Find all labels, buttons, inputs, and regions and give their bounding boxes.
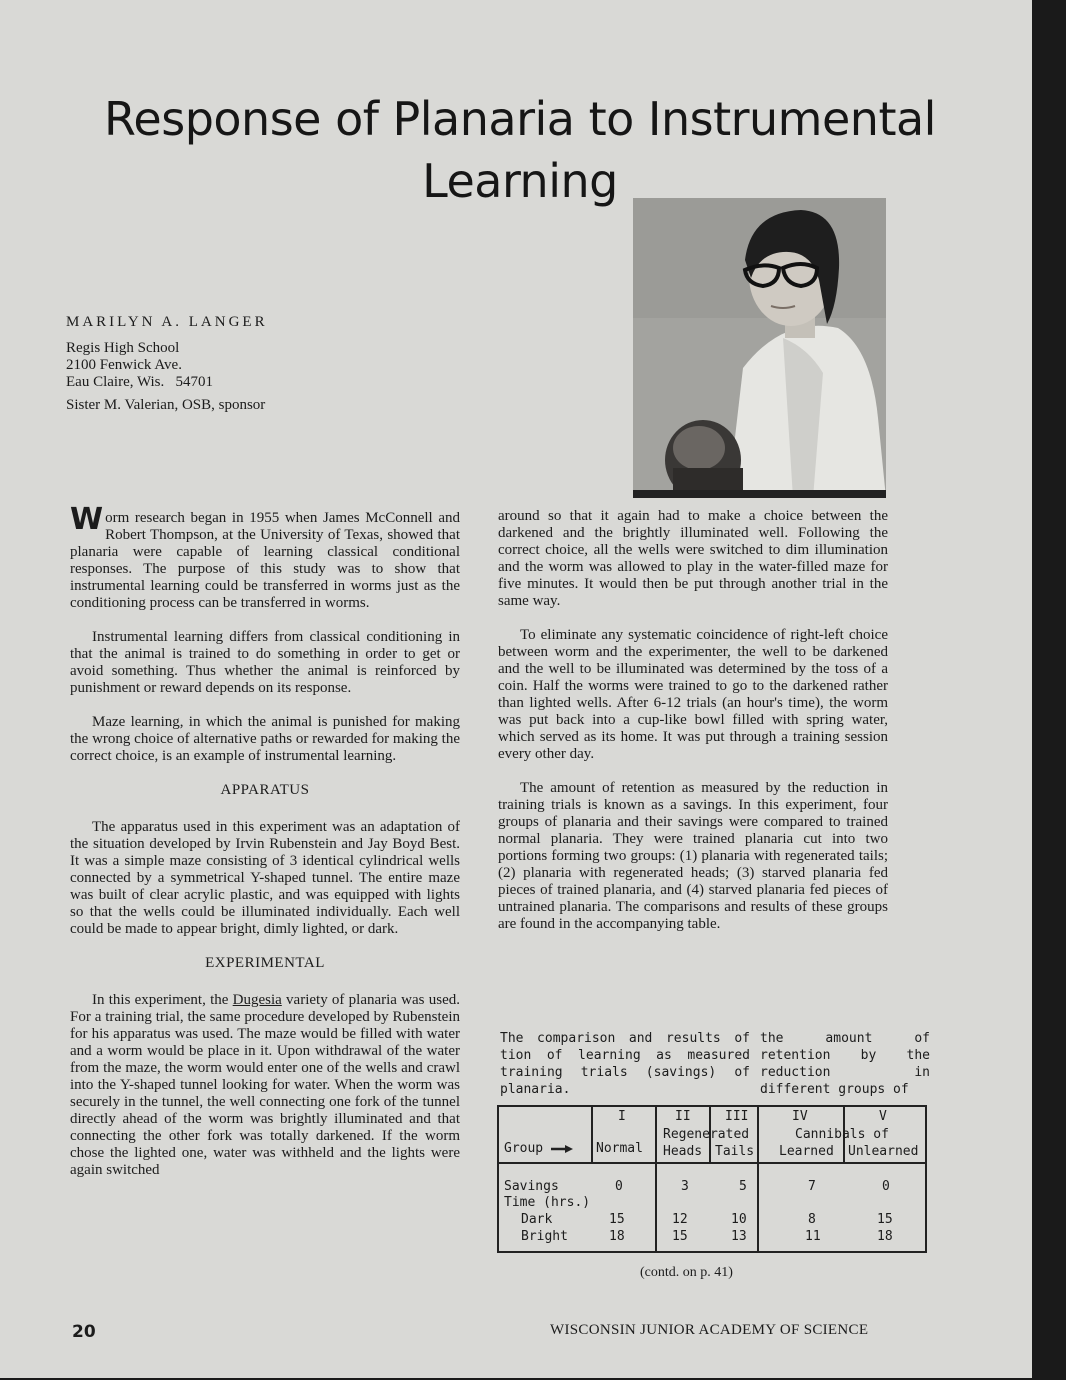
unlearned-header: Unlearned <box>848 1144 919 1159</box>
affiliation-line: Eau Claire, Wis. 54701 <box>66 374 214 390</box>
sponsor: Sister M. Valerian, OSB, sponsor <box>66 397 266 413</box>
results-table <box>497 1105 927 1253</box>
table-cell: 13 <box>731 1229 747 1244</box>
author-portrait-image <box>633 198 886 498</box>
caption-right: the amount of retention by the reduction in different groups of <box>760 1031 930 1097</box>
affiliation-line: 2100 Fenwick Ave. <box>66 357 182 373</box>
table-cell: 15 <box>609 1212 625 1227</box>
regenerated-header: Regenerated <box>663 1127 750 1142</box>
table-cell: 18 <box>877 1229 893 1244</box>
column-numeral: I <box>618 1109 626 1124</box>
table-cell: 8 <box>808 1212 816 1227</box>
tails-header: Tails <box>715 1144 755 1159</box>
heads-header: Heads <box>663 1144 703 1159</box>
normal-header: Normal <box>596 1141 643 1156</box>
paragraph-text: In this experiment, the <box>92 992 233 1008</box>
right-column <box>498 508 888 950</box>
column-numeral: V <box>879 1109 887 1124</box>
left-column <box>70 502 460 1179</box>
paragraph: The apparatus used in this experiment was an adaptation of the situation developed by Irvin Rubenstein and Jay Boyd Best. It was a simple maze consisting of 3 identical cylindrical wells connected by a symmetrical Y-shaped tunnel. The entire maze was built of clear acrylic plastic, and was equipped with lights so that the wells could be illuminated individually. Each well could be made to appear bright, dimly lighted, or dark. <box>70 819 460 937</box>
savings-label: Savings <box>504 1179 559 1194</box>
caption-left: The comparison and results of tion of learning as measured training trials (savings) of planaria. <box>500 1031 750 1097</box>
arrow-right-icon <box>551 1144 575 1154</box>
group-label: Group <box>504 1141 575 1156</box>
table-cell: 15 <box>672 1229 688 1244</box>
table-cell: 5 <box>739 1179 747 1194</box>
paragraph: The amount of retention as measured by the reduction in training trials is known as a savings. In this experiment, four groups of planaria and their savings were compared to trained normal planaria. They were trained planaria cut into two portions forming two groups: (1) planaria with regenerated tails; (2) planaria with regenerated heads; (3) starved planaria fed pieces of trained planaria, and (4) starved planaria fed pieces of untrained planaria. The comparisons and results of these groups are found in the accompanying table. <box>498 780 888 932</box>
paragraph-text: orm research began in 1955 when James McConnell and Robert Thompson, at the University of Texas, showed that planaria were capable of learning classical conditional responses. The purpose of this study was to show that instrumental learning could be transferred in worms just as the conditioning process can be transferred in worms. <box>70 510 460 611</box>
paragraph-text: variety of planaria was used. For a training trial, the same procedure developed by Rubenstein for his apparatus was used. The maze would be filled with water and a worm would be place in it. Upon withdrawal of the water from the maze, the worm would enter one of the wells and crawl into the Y-shaped tunnel looking for water. When the worm was securely in the tunnel, the well connecting one fork of the tunnel directly ahead of the worm was brightly illuminated and that connecting the other fork was totally darkened. If the worm chose the lighted one, water was withheld and the lights were again switched <box>70 992 460 1178</box>
column-numeral: II <box>675 1109 691 1124</box>
dark-label: Dark <box>521 1212 553 1227</box>
paragraph: around so that it again had to make a choice between the darkened and the brightly illuminated well. Following the correct choice, all the wells were switched to dim illumination and the worm was allowed to play in the water-filled maze for five minutes. It would then be put through another trial in the same way. <box>498 508 888 609</box>
paragraph: Maze learning, in which the animal is punished for making the wrong choice of alternative paths or rewarded for making the correct choice, is an example of instrumental learning. <box>70 714 460 764</box>
author-name: MARILYN A. LANGER <box>66 314 268 330</box>
learned-header: Learned <box>779 1144 834 1159</box>
column-numeral: IV <box>792 1109 808 1124</box>
cannibals-header: Cannibals of <box>795 1127 889 1142</box>
time-label: Time (hrs.) <box>504 1195 591 1210</box>
table-cell: 15 <box>877 1212 893 1227</box>
table-cell: 7 <box>808 1179 816 1194</box>
species-name: Dugesia <box>232 992 282 1008</box>
journal-name: WISCONSIN JUNIOR ACADEMY OF SCIENCE <box>550 1322 869 1338</box>
column-numeral: III <box>725 1109 749 1124</box>
table-cell: 11 <box>805 1229 821 1244</box>
table-cell: 10 <box>731 1212 747 1227</box>
paragraph: Instrumental learning differs from classical conditioning in that the animal is trained to do something in order to get or avoid something. Thus whether the animal is reinforced by punishment or reward depends on its response. <box>70 629 460 696</box>
table-cell: 18 <box>609 1229 625 1244</box>
paragraph: To eliminate any systematic coincidence of right-left choice between worm and the experimenter, the well to be darkened and the well to be illuminated was determined by the toss of a coin. Half the worms were trained to go to the darkened rather than lighted wells. After 6-12 trials (an hour's time), the worm was put back into a cup-like bowl filled with spring water, which served as its home. It was put through a training session every other day. <box>498 627 888 762</box>
bright-label: Bright <box>521 1229 568 1244</box>
table-cell: 3 <box>681 1179 689 1194</box>
paragraph <box>70 502 460 612</box>
table-cell: 0 <box>615 1179 623 1194</box>
section-heading-experimental: EXPERIMENTAL <box>205 955 325 971</box>
article-title <box>70 88 970 212</box>
table-cell: 0 <box>882 1179 890 1194</box>
continued-note: (contd. on p. 41) <box>640 1265 733 1280</box>
section-heading-apparatus: APPARATUS <box>220 782 310 798</box>
paragraph <box>70 992 460 1179</box>
title-line-1: Response of Planaria to Instrumental <box>104 92 936 146</box>
affiliation <box>66 340 213 391</box>
drop-cap: W <box>70 502 104 537</box>
table-cell: 12 <box>672 1212 688 1227</box>
author-photo <box>633 198 886 498</box>
affiliation-line: Regis High School <box>66 340 180 356</box>
page-number: 20 <box>72 1322 96 1342</box>
title-line-2: Learning <box>422 154 618 208</box>
